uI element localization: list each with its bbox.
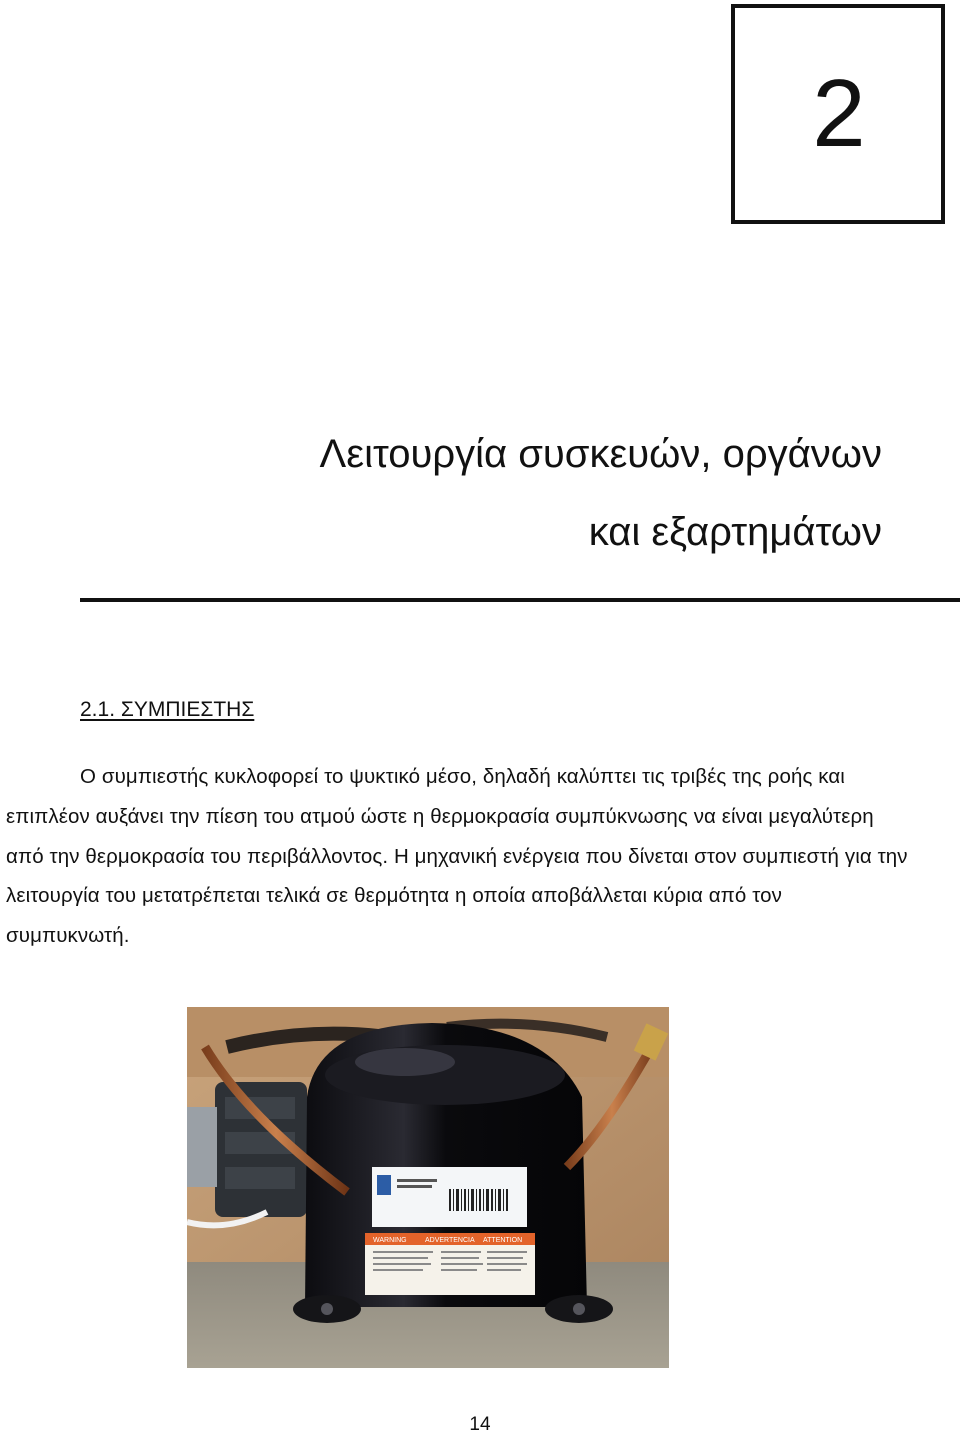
body-paragraph [6,757,911,956]
compressor-photo [187,1007,669,1368]
chapter-number-box [731,4,945,224]
chapter-title [62,415,882,571]
body-paragraph-text: Ο συμπιεστής κυκλοφορεί το ψυκτικό μέσο, δηλαδή καλύπτει τις τριβές της ροής και επιπλέον αυξάνει την πίεση του ατμού ώστε η θερμοκρασία συμπύκνωσης να είναι μεγαλύτερη από την θερμοκρασία του περιβάλλοντος. Η μηχανική ενέργεια που δίνεται στον συμπιεστή για την λειτουργία του μετατρέπεται τελικά σε θερμότητα η οποία αποβάλλεται κύρια από τον συμπυκνωτή. [6,765,908,948]
title-divider [80,598,960,602]
chapter-title-line-2: και εξαρτημάτων [588,510,882,554]
chapter-number: 2 [812,60,864,167]
section-heading: 2.1. ΣΥΜΠΙΕΣΤΗΣ [80,698,255,721]
warning-label-text: WARNING [373,1237,407,1244]
attention-label-text: ATTENTION [483,1237,523,1244]
chapter-title-line-1: Λειτουργία συσκευών, οργάνων [319,432,882,476]
page-number: 14 [469,1414,491,1435]
advertencia-label-text: ADVERTENCIA [425,1237,475,1244]
